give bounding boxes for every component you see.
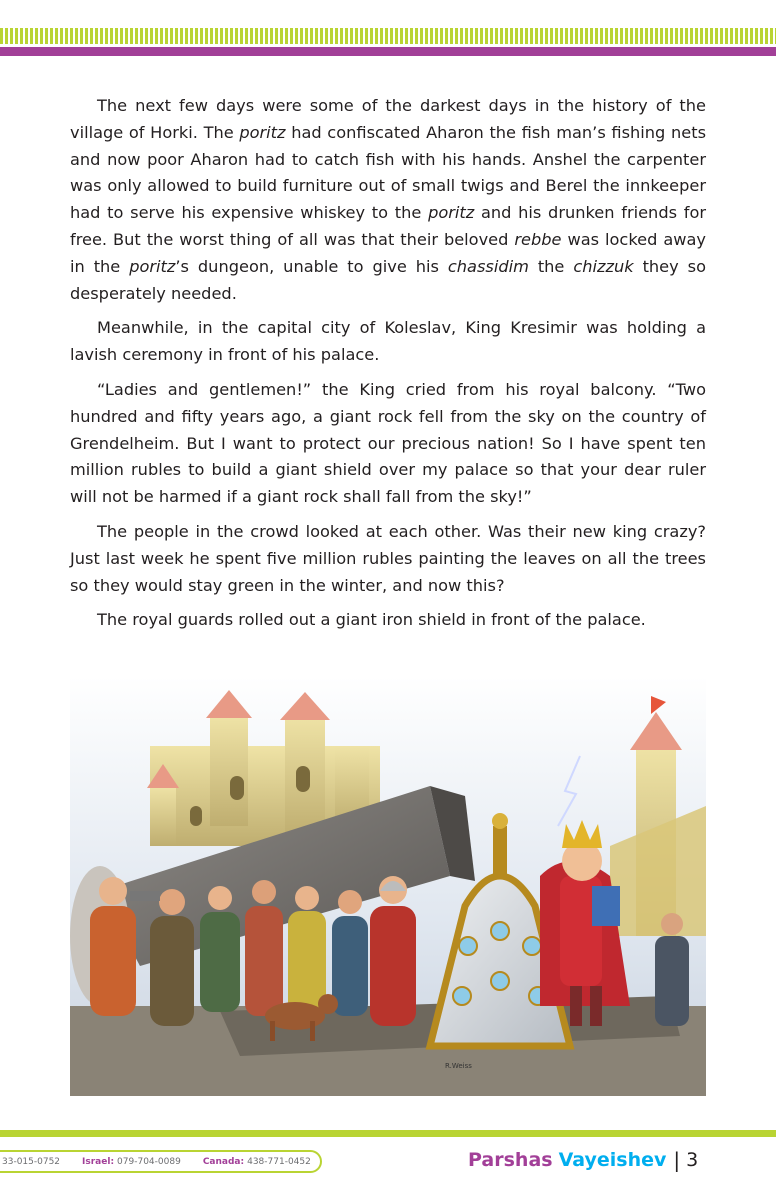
paragraph — [70, 93, 706, 307]
israel-phone: 079-704-0089 — [117, 1156, 181, 1167]
canada-phone: 438-771-0452 — [247, 1156, 311, 1167]
paragraph — [70, 315, 706, 369]
text-run: The royal guards rolled out a giant iron shield in front of the palace. — [97, 610, 646, 630]
header-bar — [0, 47, 776, 56]
story-text — [70, 93, 706, 642]
canada-label: Canada: — [202, 1156, 245, 1167]
contact-phones — [0, 1150, 322, 1173]
paragraph — [70, 519, 706, 599]
header-stripe — [0, 28, 776, 44]
text-run: Meanwhile, in the capital city of Koleslav, King Kresimir was holding a lavish ceremony in front of his palace. — [70, 318, 706, 365]
italic-run: chassidim — [447, 256, 529, 276]
italic-run: rebbe — [514, 229, 562, 249]
phone-partial: 33-015-0752 — [2, 1156, 61, 1167]
text-run: The next few days were some of the darkest days in the history of the village of Horki. The — [70, 96, 706, 142]
text-run: and his drunken friends for free. But the worst thing of all was that their beloved — [70, 203, 707, 249]
text-run: “Ladies and gentlemen!” the King cried from his royal balcony. “Two hundred and fifty years ago, a giant rock fell from the sky on the country of Grendelheim. But I want to protect our precious nation! So I have spent ten million rubles to build a giant shield over my palace so that your dear ruler will not be harmed if a giant rock shall fall from the sky!” — [70, 379, 706, 507]
text-run: ’s dungeon, unable to give his — [175, 256, 448, 276]
illustration-king-shield — [70, 676, 706, 1096]
text-run: was locked away in the — [70, 229, 706, 276]
artist-signature: R.Weiss — [445, 1062, 472, 1070]
text-run: the — [528, 256, 574, 276]
footer-line — [0, 1130, 776, 1137]
parsha-word-2: Vayeishev — [558, 1149, 667, 1171]
parsha-word-1: Parshas — [468, 1149, 553, 1171]
text-run: The people in the crowd looked at each other. Was their new king crazy? Just last week he spent five million rubles painting the leaves on all the trees so they would stay green in the winter, and now this? — [70, 521, 706, 595]
text-run: they so desperately needed. — [70, 256, 706, 303]
title-separator: | — [673, 1148, 681, 1172]
paragraph — [70, 607, 706, 634]
israel-label: Israel: — [82, 1156, 115, 1167]
text-run: had confiscated Aharon the fish man’s fishing nets and now poor Aharon had to catch fish with his hands. Anshel the carpenter was only allowed to build furniture out of small twigs and Berel the innkeeper had to serve his expensive whiskey to the — [70, 122, 706, 223]
illustration-art — [70, 676, 706, 1096]
italic-run: poritz — [129, 256, 176, 276]
italic-run: chizzuk — [573, 256, 634, 276]
page-number: 3 — [686, 1149, 699, 1171]
italic-run: poritz — [239, 122, 286, 142]
italic-run: poritz — [428, 203, 475, 223]
footer-title — [468, 1145, 698, 1175]
paragraph — [70, 377, 706, 511]
